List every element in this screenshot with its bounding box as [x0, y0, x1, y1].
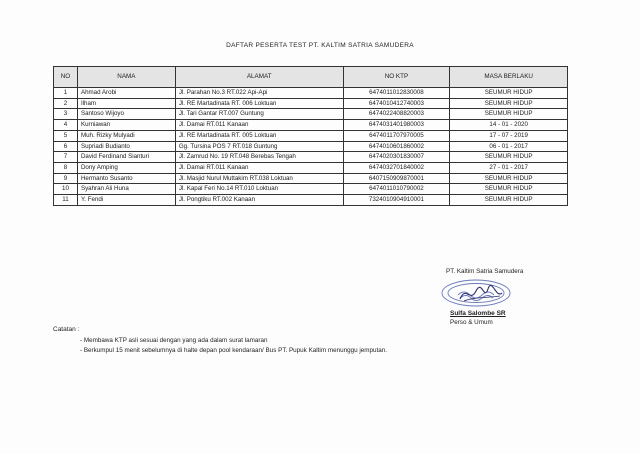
- cell-masa: SEUMUR HIDUP: [450, 184, 568, 195]
- cell-masa: SEUMUR HIDUP: [450, 88, 568, 99]
- table-row: [54, 98, 568, 109]
- cell-masa: 14 - 01 - 2020: [450, 120, 568, 131]
- header-ktp: NO KTP: [343, 67, 450, 88]
- table-row: [54, 173, 568, 184]
- cell-ktp: 6474022408820003: [343, 109, 450, 120]
- cell-no: 3: [54, 109, 78, 120]
- cell-masa: SEUMUR HIDUP: [450, 152, 568, 163]
- cell-masa: 06 - 01 - 2017: [450, 141, 568, 152]
- header-alamat: ALAMAT: [175, 67, 343, 88]
- cell-ktp: 6474011012830008: [343, 88, 450, 99]
- cell-alamat: Jl. Parahan No.3 RT.022 Api-Api: [175, 88, 343, 99]
- table-row: [54, 184, 568, 195]
- table-row: [54, 120, 568, 131]
- notes-title: Catatan :: [53, 326, 80, 333]
- cell-ktp: 6474020301830007: [343, 152, 450, 163]
- cell-nama: Dony Amping: [77, 162, 175, 173]
- cell-ktp: 6474031401980003: [343, 120, 450, 131]
- table-body: [54, 88, 568, 206]
- cell-no: 6: [54, 141, 78, 152]
- cell-no: 10: [54, 184, 78, 195]
- table-row: [54, 141, 568, 152]
- table-row: [54, 152, 568, 163]
- cell-no: 1: [54, 88, 78, 99]
- signature-scribble: [456, 283, 506, 305]
- cell-masa: SEUMUR HIDUP: [450, 98, 568, 109]
- cell-no: 4: [54, 120, 78, 131]
- cell-alamat: Jl. Damai RT.011 Kanaan: [175, 162, 343, 173]
- cell-nama: Hermanto Susanto: [77, 173, 175, 184]
- cell-nama: Ilham: [77, 98, 175, 109]
- cell-no: 8: [54, 162, 78, 173]
- cell-no: 9: [54, 173, 78, 184]
- header-no: NO: [54, 67, 78, 88]
- note-item: - Berkumpul 15 menit sebelumnya di halte depan pool kendaraan/ Bus PT. Pupuk Kaltim menunggu jemputan.: [80, 346, 387, 354]
- cell-nama: Muh. Rizky Mulyadi: [77, 130, 175, 141]
- participant-table: [53, 66, 568, 206]
- signer-position: Perso & Umum: [450, 319, 493, 326]
- cell-nama: David Ferdinand Sianturi: [77, 152, 175, 163]
- cell-ktp: 6474032701840002: [343, 162, 450, 173]
- company-name: PT. Kaltim Satria Samudera: [446, 268, 524, 275]
- cell-alamat: Jl. Zamrud No. 19 RT.048 Berebas Tengah: [175, 152, 343, 163]
- cell-ktp: 6407150909870001: [343, 173, 450, 184]
- cell-no: 7: [54, 152, 78, 163]
- cell-no: 5: [54, 130, 78, 141]
- cell-alamat: Jl. Pongtiku RT.002 Kanaan: [175, 195, 343, 206]
- cell-nama: Ahmad Arobi: [77, 88, 175, 99]
- cell-alamat: Jl. Kapal Feri No.14 RT.010 Loktuan: [175, 184, 343, 195]
- cell-ktp: 7324010904910001: [343, 195, 450, 206]
- signer-name: Sulfa Salombe SR: [450, 310, 506, 317]
- cell-alamat: Jl. Tari Gantar RT.007 Guntung: [175, 109, 343, 120]
- notes-list: [80, 337, 460, 356]
- cell-masa: 17 - 07 - 2019: [450, 130, 568, 141]
- cell-nama: Kurniawan: [77, 120, 175, 131]
- cell-ktp: 6474011010790002: [343, 184, 450, 195]
- cell-nama: Syahran Ali Huna: [77, 184, 175, 195]
- cell-alamat: Jl. Damai RT.011 Kanaan: [175, 120, 343, 131]
- cell-nama: Y. Fendi: [77, 195, 175, 206]
- cell-no: 2: [54, 98, 78, 109]
- header-masa: MASA BERLAKU: [450, 67, 568, 88]
- table-row: [54, 162, 568, 173]
- table-row: [54, 88, 568, 99]
- cell-no: 11: [54, 195, 78, 206]
- cell-alamat: Gg. Tursina POS 7 RT.018 Guntung: [175, 141, 343, 152]
- cell-ktp: 6474011707970005: [343, 130, 450, 141]
- table-header: [54, 67, 568, 88]
- cell-masa: SEUMUR HIDUP: [450, 173, 568, 184]
- document-title: DAFTAR PESERTA TEST PT. KALTIM SATRIA SAMUDERA: [226, 42, 414, 49]
- cell-ktp: 6474010412740003: [343, 98, 450, 109]
- header-nama: NAMA: [77, 67, 175, 88]
- cell-alamat: Jl. RE Martadinata RT. 005 Loktuan: [175, 130, 343, 141]
- cell-alamat: Jl. Masjid Nurul Muttakim RT.038 Loktuan: [175, 173, 343, 184]
- cell-masa: SEUMUR HIDUP: [450, 195, 568, 206]
- table-row: [54, 130, 568, 141]
- cell-nama: Supriadi Budianto: [77, 141, 175, 152]
- table-row: [54, 109, 568, 120]
- cell-alamat: Jl. RE Martadinata RT. 006 Loktuan: [175, 98, 343, 109]
- cell-masa: SEUMUR HIDUP: [450, 109, 568, 120]
- note-item: - Membawa KTP asli sesuai dengan yang ada dalam surat lamaran: [80, 337, 268, 344]
- cell-ktp: 6474010601860002: [343, 141, 450, 152]
- cell-masa: 27 - 01 - 2017: [450, 162, 568, 173]
- table-row: [54, 195, 568, 206]
- cell-nama: Santoso Wijoyo: [77, 109, 175, 120]
